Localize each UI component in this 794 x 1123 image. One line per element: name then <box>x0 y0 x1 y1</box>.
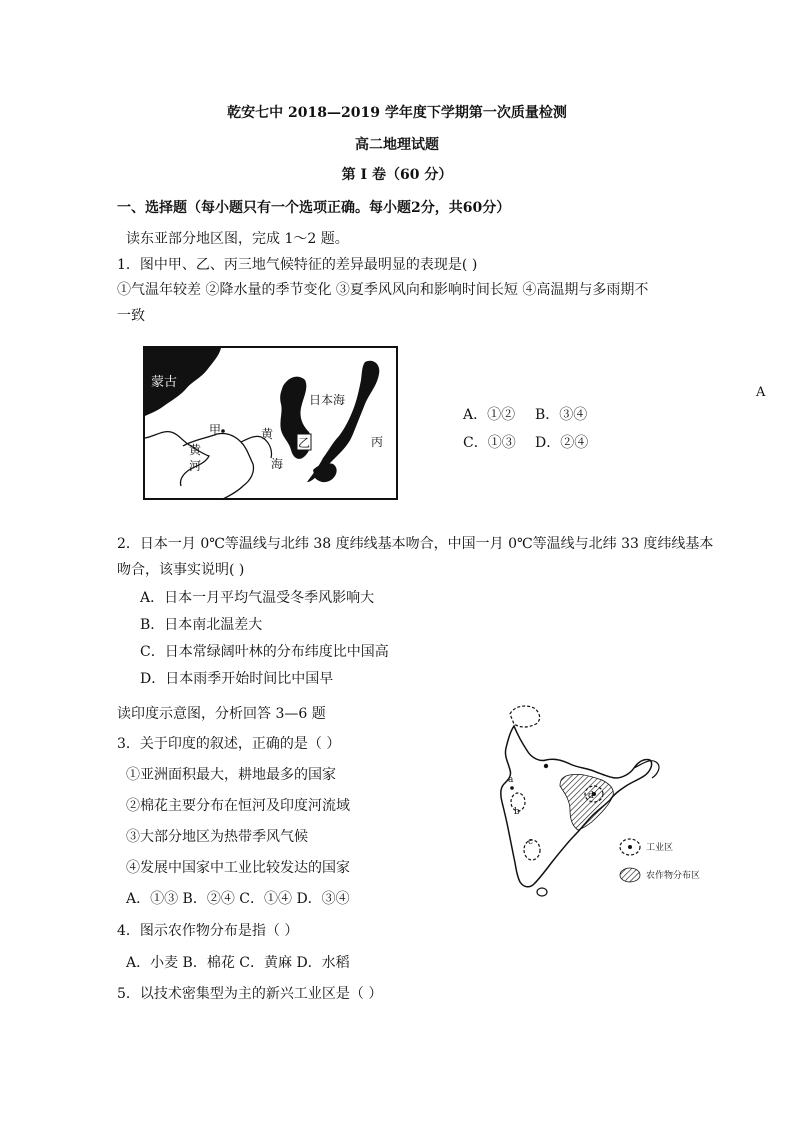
q2-option-b[interactable]: B．日本南北温差大 <box>140 617 263 633</box>
q2-option-c[interactable]: C．日本常绿阔叶林的分布纬度比中国高 <box>140 644 389 660</box>
q4-stem: 4．图示农作物分布是指（ ） <box>117 923 299 939</box>
point-jia <box>221 429 225 433</box>
q1-stem: 1．图中甲、乙、丙三地气候特征的差异最明显的表现是( ) <box>117 257 478 273</box>
india-map <box>498 702 701 898</box>
q3-item-4: ④发展中国家中工业比较发达的国家 <box>126 860 350 876</box>
east-asia-map <box>143 346 398 500</box>
label-c: c <box>528 837 534 847</box>
q3-options[interactable]: A．①③ B．②④ C．①④ D．③④ <box>126 891 350 907</box>
q1-option-b[interactable]: B．③④ <box>535 407 588 423</box>
q1-items-line2: 一致 <box>117 308 145 324</box>
label-d: d <box>588 791 594 801</box>
q5-stem: 5．以技术密集型为主的新兴工业区是（ ） <box>117 986 383 1002</box>
q2-stem-line2: 吻合，该事实说明( ) <box>117 562 245 578</box>
crop-region-map <box>560 774 613 830</box>
section-intro: 读东亚部分地区图，完成 1～2 题。 <box>126 231 349 247</box>
label-yi: 乙 <box>298 436 311 450</box>
page-subtitle: 高二地理试题 <box>355 137 439 153</box>
q3-item-3: ③大部分地区为热带季风气候 <box>126 829 308 845</box>
label-jia: 甲 <box>209 423 222 437</box>
legend-crop-label: 农作物分布区 <box>646 871 701 881</box>
q1-option-c[interactable]: C．①③ <box>463 435 516 451</box>
margin-mark: A <box>756 385 766 400</box>
q2-option-a[interactable]: A．日本一月平均气温受冬季风影响大 <box>140 590 375 606</box>
point-delhi <box>544 764 548 768</box>
sri-lanka <box>537 888 547 896</box>
section-heading: 一、选择题（每小题只有一个选项正确。每小题2分，共60分） <box>117 200 511 216</box>
page-title: 乾安七中 2018—2019 学年度下学期第一次质量检测 <box>227 105 567 121</box>
label-b: b <box>514 807 520 817</box>
q3-stem: 3．关于印度的叙述，正确的是（ ） <box>117 736 341 752</box>
label-a: a <box>508 775 514 785</box>
india-intro: 读印度示意图，分析回答 3—6 题 <box>117 706 326 722</box>
label-yellow-river-1: 黄 <box>189 443 202 457</box>
q3-item-1: ①亚洲面积最大，耕地最多的国家 <box>126 767 336 783</box>
q1-option-a[interactable]: A．①② <box>463 407 516 423</box>
q4-options[interactable]: A．小麦 B．棉花 C．黄麻 D．水稻 <box>126 955 350 971</box>
label-mongolia: 蒙古 <box>151 375 178 390</box>
kashmir-region <box>510 706 540 727</box>
label-yellow-sea-1: 黄 <box>261 427 274 441</box>
label-bing: 丙 <box>371 435 384 449</box>
label-yellow-sea-2: 海 <box>271 457 284 471</box>
label-yellow-river-2: 河 <box>189 459 202 473</box>
q1-option-d[interactable]: D．②④ <box>535 435 589 451</box>
legend-industrial-label: 工业区 <box>646 843 674 853</box>
q2-option-d[interactable]: D．日本雨季开始时间比中国早 <box>140 671 334 687</box>
point-a <box>510 786 514 790</box>
volume-label: 第 I 卷（60 分） <box>341 167 453 183</box>
q3-item-2: ②棉花主要分布在恒河及印度河流域 <box>126 798 350 814</box>
q1-items-line1: ①气温年较差 ②降水量的季节变化 ③夏季风风向和影响时间长短 ④高温期与多雨期不 <box>117 282 649 298</box>
label-sea-of-japan: 日本海 <box>309 393 346 407</box>
q2-stem-line1: 2．日本一月 0℃等温线与北纬 38 度纬线基本吻合，中国一月 0℃等温线与北纬 33 度纬线基本 <box>117 536 714 552</box>
legend-crop-symbol <box>620 868 640 882</box>
